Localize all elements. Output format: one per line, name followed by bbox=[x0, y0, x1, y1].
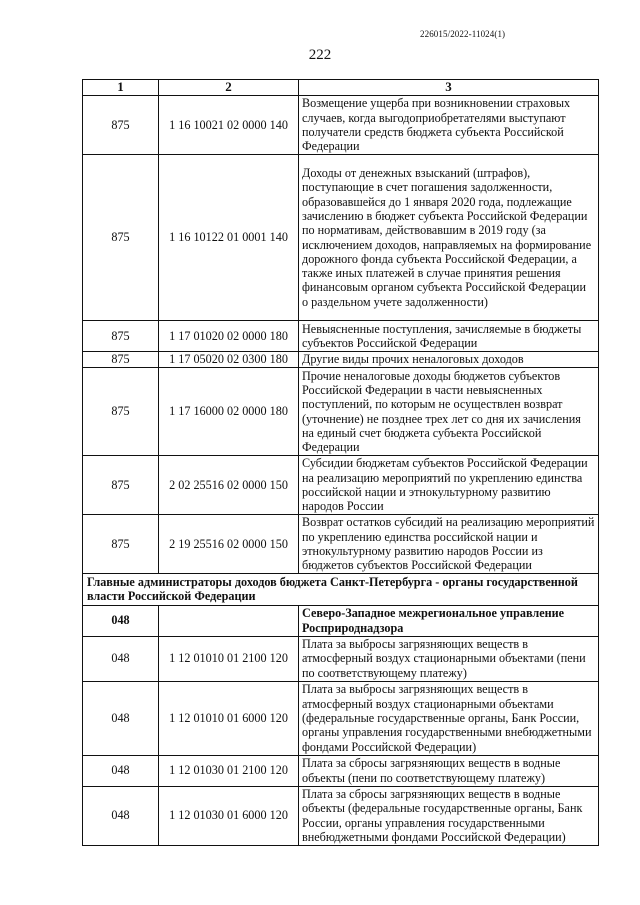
description-cell: Другие виды прочих неналоговых доходов bbox=[299, 352, 599, 368]
revenue-code-cell: 1 12 01010 01 2100 120 bbox=[159, 636, 299, 681]
revenue-code-cell: 1 16 10122 01 0001 140 bbox=[159, 155, 299, 321]
table-row bbox=[83, 456, 599, 515]
revenue-code-cell: 1 17 16000 02 0000 180 bbox=[159, 368, 299, 456]
admin-code-cell: 875 bbox=[83, 155, 159, 321]
description-cell: Плата за сбросы загрязняющих веществ в водные объекты (федеральные государственные органы, Банк России, органы управления государственными внебюджетными фондами Российской Федерации) bbox=[299, 786, 599, 845]
description-cell: Плата за выбросы загрязняющих веществ в атмосферный воздух стационарными объектами (пени по соответствующему платежу) bbox=[299, 636, 599, 681]
description-cell: Доходы от денежных взысканий (штрафов), поступающие в счет погашения задолженности, образовавшейся до 1 января 2020 года, подлежащие зачислению в бюджет субъекта Российской Федерации по нормативам, действовавшим в 2019 году (за исключением доходов, направляемых на формирование дорожного фонда субъекта Российской Федерации, а также иных платежей в случае принятия решения финансовым органом субъекта Российской Федерации о раздельном учете задолженности) bbox=[299, 155, 599, 321]
admin-code-cell: 048 bbox=[83, 755, 159, 786]
description-cell: Плата за сбросы загрязняющих веществ в водные объекты (пени по соответствующему платежу) bbox=[299, 755, 599, 786]
revenue-code-cell: 1 17 05020 02 0300 180 bbox=[159, 352, 299, 368]
table-row bbox=[83, 755, 599, 786]
table-row bbox=[83, 155, 599, 321]
subheading-row bbox=[83, 605, 599, 636]
admin-code-cell: 048 bbox=[83, 786, 159, 845]
admin-code-cell: 048 bbox=[83, 681, 159, 755]
revenue-code-cell: 1 16 10021 02 0000 140 bbox=[159, 96, 299, 155]
table-row bbox=[83, 96, 599, 155]
empty-code-cell bbox=[159, 605, 299, 636]
table-row bbox=[83, 636, 599, 681]
section-heading-row bbox=[83, 574, 599, 606]
admin-code-cell: 875 bbox=[83, 321, 159, 352]
column-header-2: 2 bbox=[159, 80, 299, 96]
revenue-code-cell: 1 12 01010 01 6000 120 bbox=[159, 681, 299, 755]
table-row bbox=[83, 681, 599, 755]
revenue-admin-table bbox=[82, 79, 599, 846]
agency-name-cell: Северо-Западное межрегиональное управление Росприроднадзора bbox=[299, 605, 599, 636]
admin-code-cell: 875 bbox=[83, 96, 159, 155]
revenue-code-cell: 2 19 25516 02 0000 150 bbox=[159, 515, 299, 574]
description-cell: Возврат остатков субсидий на реализацию мероприятий по укреплению единства российской нации и этнокультурному развитию народов России из бюджетов субъектов Российской Федерации bbox=[299, 515, 599, 574]
column-header-1: 1 bbox=[83, 80, 159, 96]
document-number: 226015/2022-11024(1) bbox=[420, 29, 506, 39]
admin-code-cell: 048 bbox=[83, 605, 159, 636]
revenue-code-cell: 2 02 25516 02 0000 150 bbox=[159, 456, 299, 515]
revenue-code-cell: 1 17 01020 02 0000 180 bbox=[159, 321, 299, 352]
table-row bbox=[83, 352, 599, 368]
description-cell: Невыясненные поступления, зачисляемые в бюджеты субъектов Российской Федерации bbox=[299, 321, 599, 352]
revenue-code-cell: 1 12 01030 01 6000 120 bbox=[159, 786, 299, 845]
admin-code-cell: 875 bbox=[83, 515, 159, 574]
page-number: 222 bbox=[308, 47, 332, 63]
description-cell: Плата за выбросы загрязняющих веществ в атмосферный воздух стационарными объектами (федеральные государственные органы, Банк России, органы управления государственными внебюджетными фондами Российской Федерации) bbox=[299, 681, 599, 755]
table-row bbox=[83, 515, 599, 574]
description-cell: Возмещение ущерба при возникновении страховых случаев, когда выгодоприобретателями выступают получатели средств бюджета субъекта Российской Федерации bbox=[299, 96, 599, 155]
table-row bbox=[83, 786, 599, 845]
revenue-code-cell: 1 12 01030 01 2100 120 bbox=[159, 755, 299, 786]
column-header-3: 3 bbox=[299, 80, 599, 96]
admin-code-cell: 875 bbox=[83, 352, 159, 368]
admin-code-cell: 048 bbox=[83, 636, 159, 681]
admin-code-cell: 875 bbox=[83, 368, 159, 456]
table-row bbox=[83, 321, 599, 352]
admin-code-cell: 875 bbox=[83, 456, 159, 515]
table-row bbox=[83, 368, 599, 456]
description-cell: Прочие неналоговые доходы бюджетов субъектов Российской Федерации в части невыясненных поступлений, по которым не осуществлен возврат (уточнение) не позднее трех лет со дня их зачисления на единый счет бюджета субъекта Российской Федерации bbox=[299, 368, 599, 456]
description-cell: Субсидии бюджетам субъектов Российской Федерации на реализацию мероприятий по укреплению единства российской нации и этнокультурному развитию народов России bbox=[299, 456, 599, 515]
table-header-row bbox=[83, 80, 599, 96]
section-heading: Главные администраторы доходов бюджета Санкт-Петербурга - органы государственной власти Российской Федерации bbox=[83, 574, 599, 606]
